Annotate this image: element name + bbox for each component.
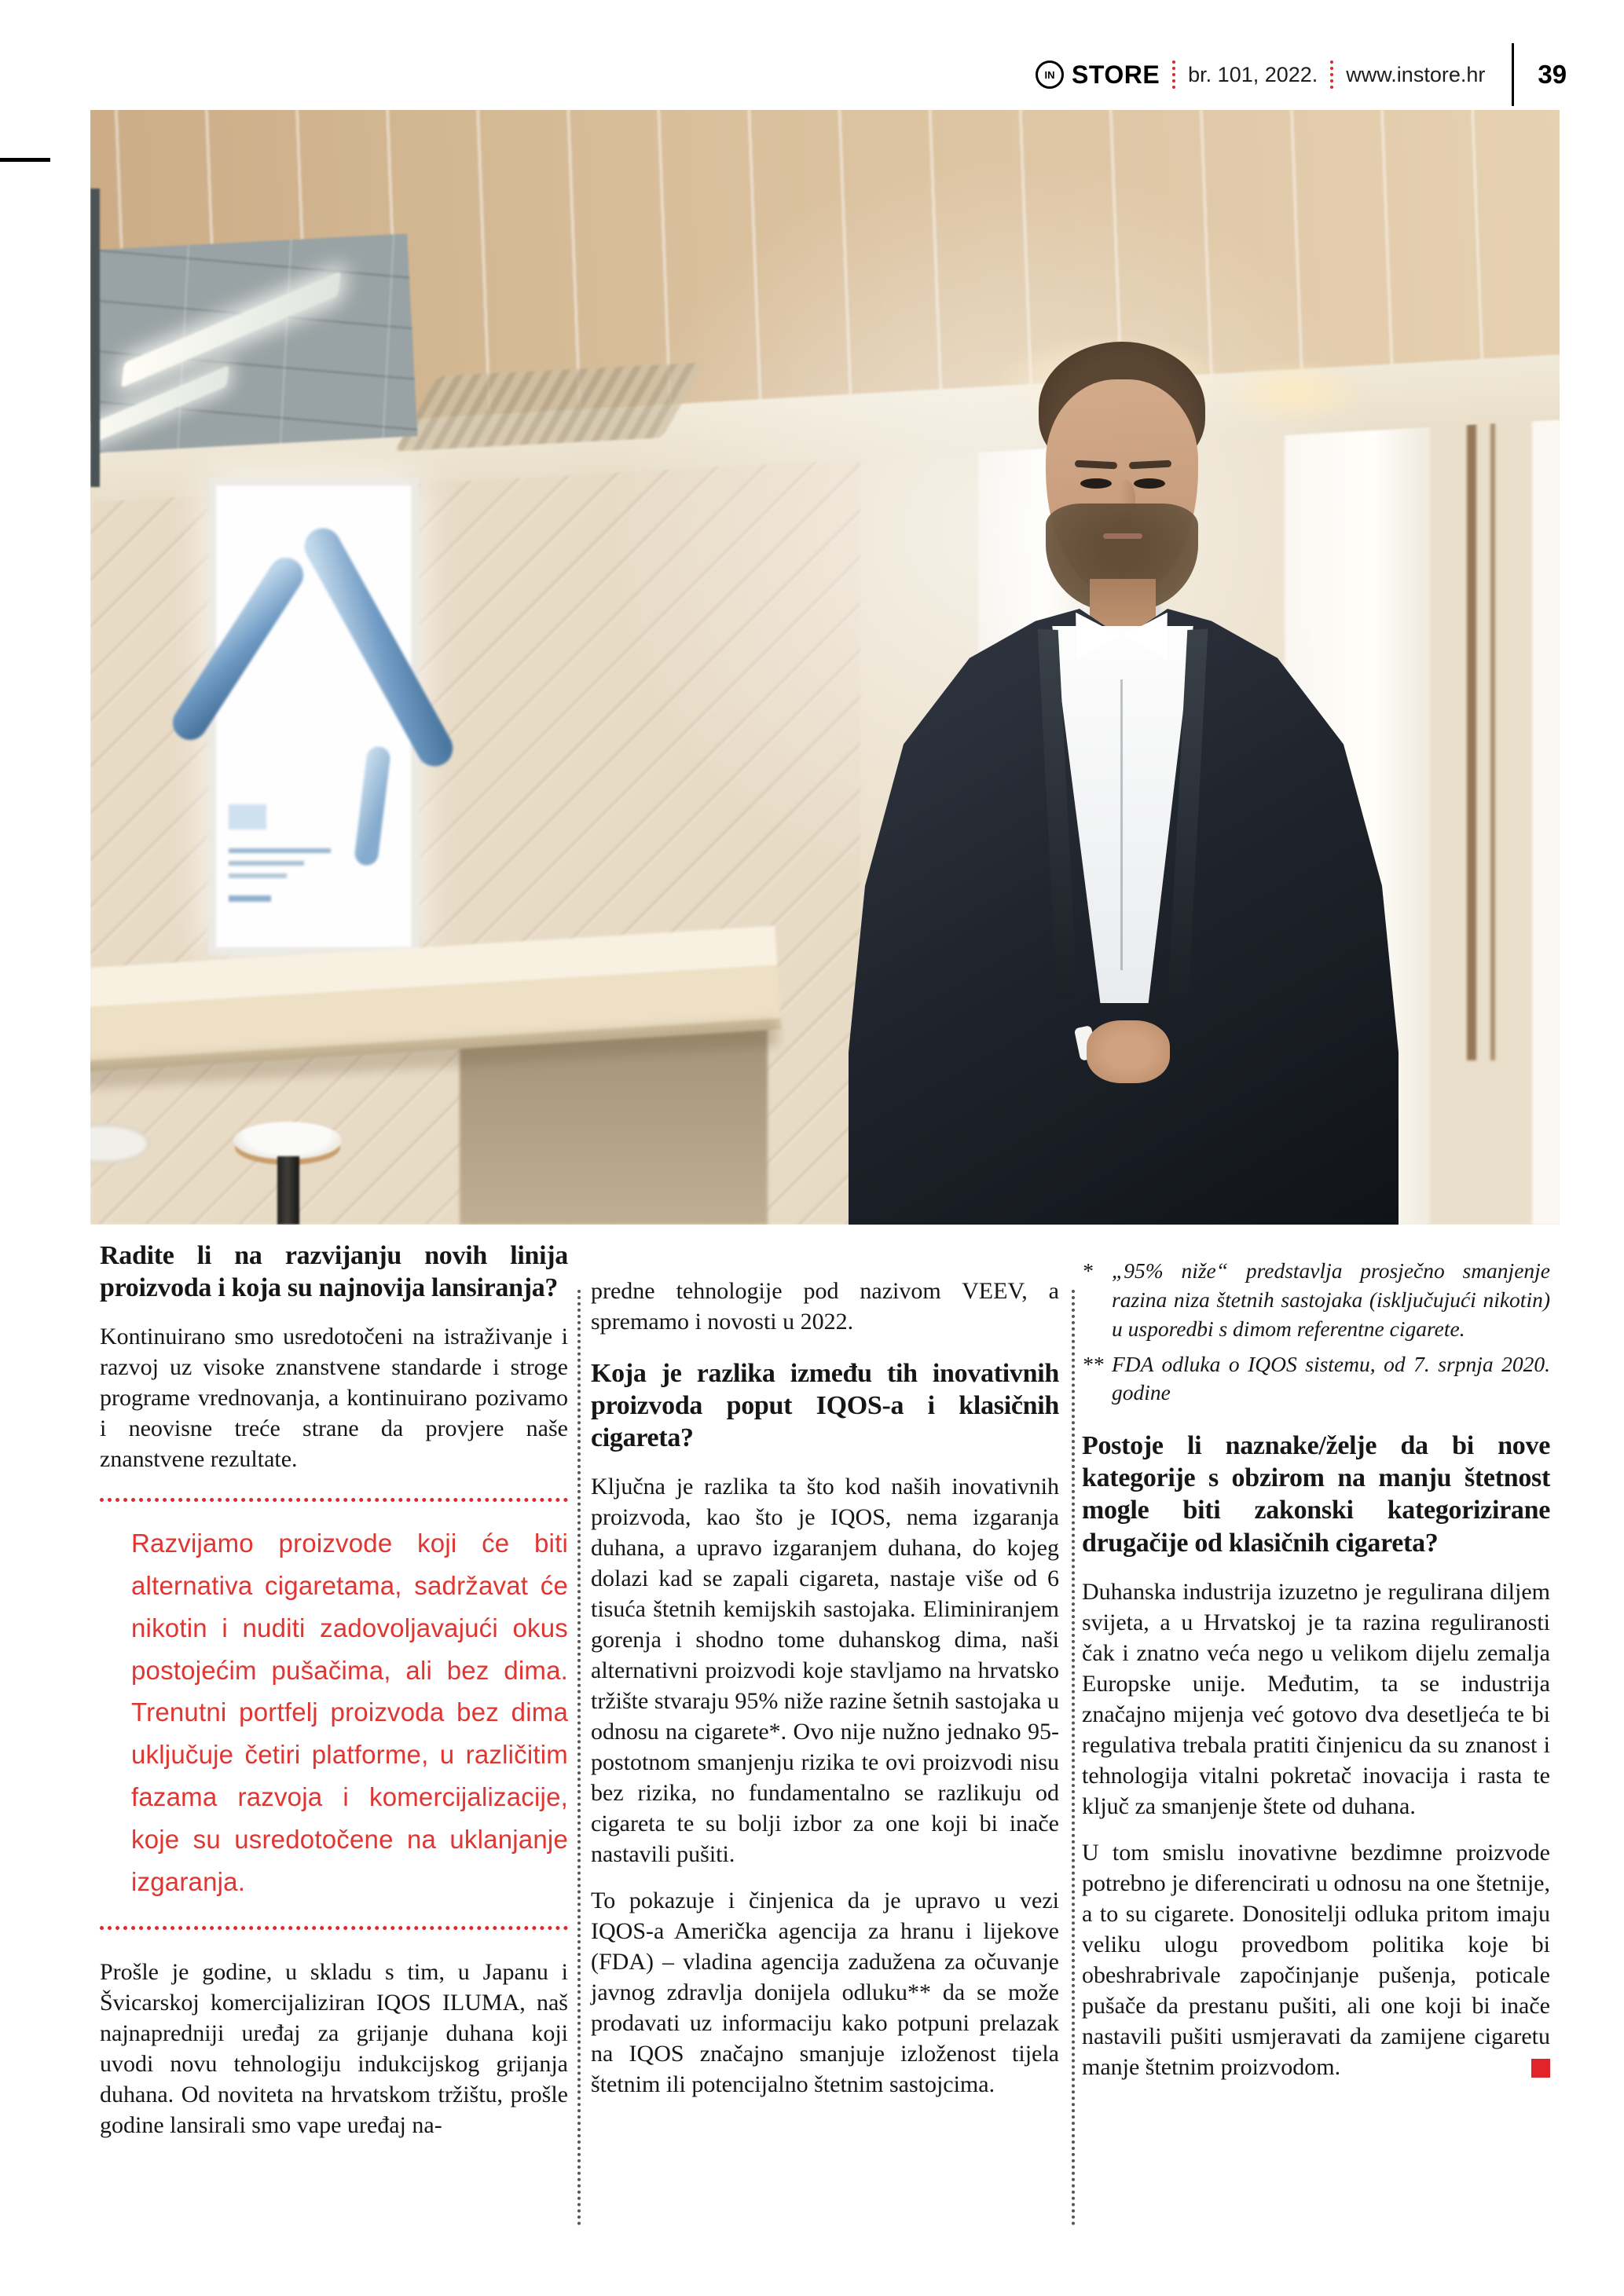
red-dotted-separator xyxy=(1172,60,1175,89)
column-1 xyxy=(100,1240,568,2156)
ceiling-tiles xyxy=(90,233,417,452)
footnote-text: FDA odluka o IQOS sistemu, od 7. srpnja 2020. godine xyxy=(1112,1351,1550,1405)
magazine-title: STORE xyxy=(1072,60,1160,89)
instore-logo-icon: IN xyxy=(1036,60,1064,89)
man-eye xyxy=(1080,478,1112,489)
answer-paragraph: Ključna je razlika ta što kod naših inovativnih proizvoda, kao što je IQOS, nema izgaranja duhana, a upravo izgaranjem duhana, do kojeg dolazi kad se zapali cigareta, nastaje više od 6 tisuća štetnih kemijskih sastojaka. Eliminiranjem gorenja i shodno tome duhanskog dima, naši alternativni proizvodi koje stavljamo na hrvatsko tržište stvaraju 95% niže razine šetnih sastojaka u odnosu na cigarete*. Ovo nije nužno jednako 95-postotnom smanjenju rizika te ovi proizvodi nisu bez rizika, no fundamentalno se razlikuju od cigareta te su bolji izbor za one koji bi inače nastavili pušiti. xyxy=(591,1474,1059,1868)
question-heading: Postoje li naznake/želje da bi nove kategorije s obzirom na manju štetnost mogle biti zakonski kategorizirane drugačije od klasičnih cigareta? xyxy=(1082,1431,1550,1558)
pull-quote-text: Razvijamo proizvode koji će biti alternativa cigaretama, sadržavat će nikotin i nuditi zadovoljavajući okus postojećim pušačima, ali bez dima. Trenutni portfelj proizvoda bez dima uključuje četiri platforme, u različitim fazama razvoja i komercijalizacije, koje su usredotočene na uklanjanje izgaranja. xyxy=(131,1529,568,1896)
wood-slit xyxy=(1467,401,1476,1060)
footnote xyxy=(1082,1257,1550,1344)
ceiling-light xyxy=(90,365,229,457)
red-dotted-separator xyxy=(1330,60,1333,89)
question-heading: Koja je razlika između tih inovativnih proizvoda poput IQOS-a i klasičnih cigareta? xyxy=(591,1359,1059,1453)
page-header xyxy=(1036,49,1567,101)
man-hands xyxy=(1087,1020,1170,1083)
answer-paragraph: Prošle je godine, u skladu s tim, u Japanu i Švicarskoj komercijaliziran IQOS ILUMA, naš najnapredniji uređaj za grijanje duhana koji uvodi novu tehnologiju indukcijskog grijanja duhana. Od noviteta na hrvatskom tržištu, prošle godine lansirali smo vape uređaj na- xyxy=(100,1959,568,2139)
pull-quote-block xyxy=(100,1498,568,1930)
hero-photo-office-portrait xyxy=(90,110,1560,1225)
man-eye xyxy=(1134,478,1165,489)
page-number: 39 xyxy=(1538,60,1567,89)
footnote-marker: ** xyxy=(1082,1351,1104,1376)
footnotes xyxy=(1082,1257,1550,1408)
issue-number: br. 101, 2022. xyxy=(1188,62,1318,86)
stool-seat xyxy=(233,1122,342,1159)
iqos-device-shape xyxy=(354,745,391,867)
shirt-placket xyxy=(1120,679,1123,970)
poster-text-line xyxy=(229,848,331,853)
lightbox-poster xyxy=(208,478,419,955)
portrait-man xyxy=(837,342,1410,1225)
poster-text-line xyxy=(229,895,271,902)
header-vertical-rule xyxy=(1512,43,1514,106)
column-2 xyxy=(591,1240,1059,2156)
article-end-mark xyxy=(1531,2059,1550,2078)
stool-pedestal xyxy=(277,1156,299,1225)
man-mouth xyxy=(1103,533,1142,539)
poster-text-line xyxy=(229,861,304,866)
answer-paragraph: Kontinuirano smo usredotočeni na istraživanje i razvoj uz visoke znanstvene standarde i stroge programe vrednovanja, a kontinuirano pozivamo i neovisne treće strane da provjere naše znanstvene rezultate. xyxy=(100,1324,568,1473)
left-trim-mark xyxy=(0,158,50,162)
article-body xyxy=(100,1240,1550,2156)
ceiling-light xyxy=(121,271,341,388)
question-heading: Radite li na razvijanju novih linija proizvoda i koja su najnovija lansiranja? xyxy=(100,1241,568,1303)
answer-paragraph-continued: predne tehnologije pod nazivom VEEV, a spremamo i novosti u 2022. xyxy=(591,1278,1059,1335)
answer-paragraph: To pokazuje i činjenica da je upravo u vezi IQOS-a Američka agencija za hranu i lijekove (FDA) – vladina agencija zadužena za očuvanje javnog zdravlja donijela odluku** da se može prodavati uz informaciju kako potpuni prelazak na IQOS značajno smanjuje izloženost tijela štetnim ili potencijalno štetnim sastojcima. xyxy=(591,1888,1059,2098)
website-url: www.instore.hr xyxy=(1346,62,1486,86)
column-3 xyxy=(1082,1240,1550,2156)
window-frame-edge xyxy=(90,189,100,487)
answer-paragraph xyxy=(1082,1837,1550,2082)
poster-text-line xyxy=(229,873,287,878)
footnote-text: „95% niže“ predstavlja prosječno smanjenje razina niza štetnih sastojaka (isključujući nikotin) u usporedbi s dimom referentne cigarete. xyxy=(1112,1258,1550,1341)
answer-text: U tom smislu inovativne bezdimne proizvode potrebno je diferencirati u odnosu na one štetnije, a to su cigarete. Donositelji odluka pritom imaju veliku ulogu provedbom politika koje bi obeshrabrivale započinjanje pušenja, poticale pušače da prestanu pušiti, ali one koji bi inače nastavili pušiti usmjeravati da zamijene cigaretu manje štetnim proizvodom. xyxy=(1082,1839,1550,2080)
footnote xyxy=(1082,1350,1550,1408)
poster-label-block xyxy=(229,804,266,829)
footnote-marker: * xyxy=(1082,1258,1093,1283)
answer-paragraph: Duhanska industrija izuzetno je regulirana diljem svijeta, a u Hrvatskoj je ta razina reguliranosti čak i znatno veća nego u velikom dijelu zemalja Europske unije. Međutim, ta se industrija značajno mijenja već gotovo dva desetljeća te bi regulativa trebala pratiti činjenicu da su znanost i tehnologija vitalni pokretač inovacija i rasta te ključ za smanjenje štete od duhana. xyxy=(1082,1578,1550,1819)
wood-slit xyxy=(1490,401,1495,1060)
